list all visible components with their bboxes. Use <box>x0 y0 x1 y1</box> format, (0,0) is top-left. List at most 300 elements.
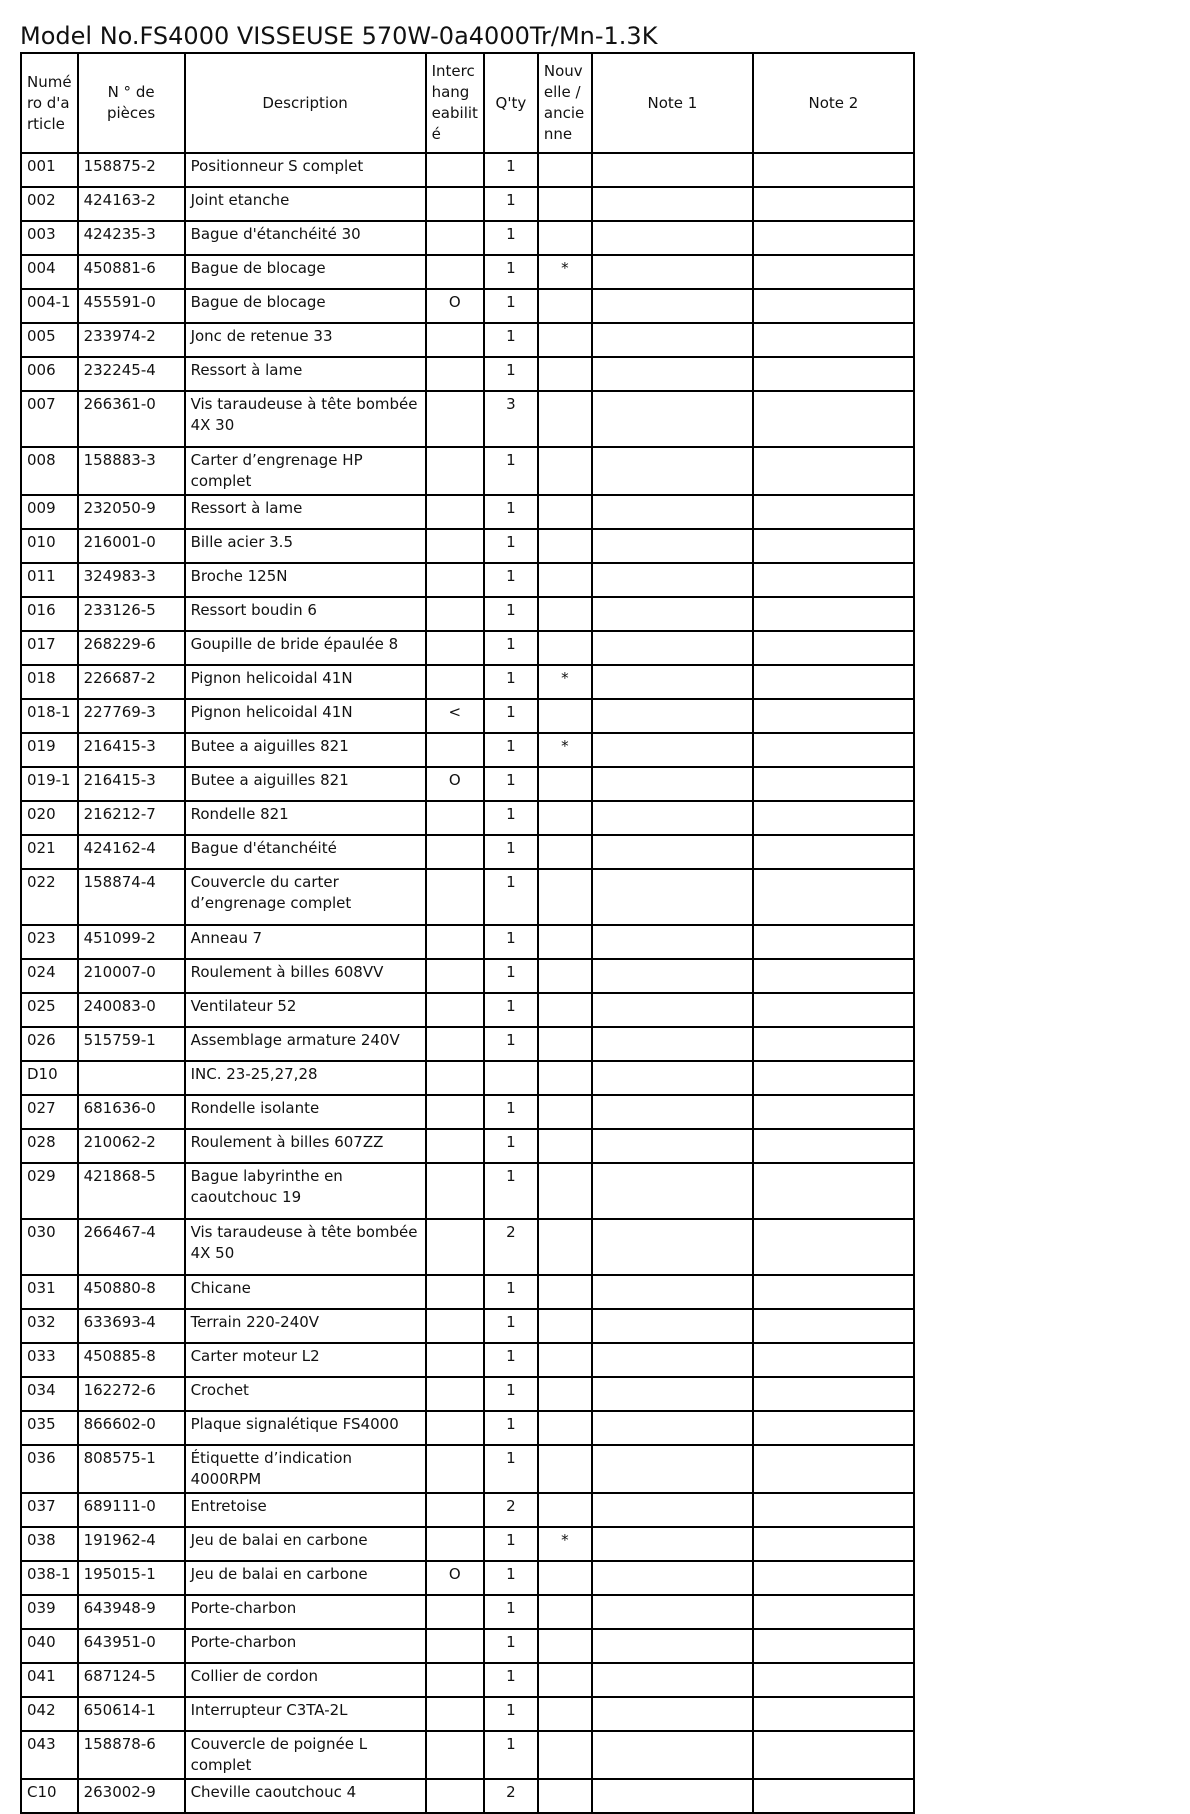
description-cell: Porte-charbon <box>185 1629 426 1663</box>
part-number-cell: 424162-4 <box>78 835 185 869</box>
quantity-cell: 1 <box>484 255 538 289</box>
description-cell: Entretoise <box>185 1493 426 1527</box>
item-number-cell: 032 <box>21 1309 78 1343</box>
quantity-cell: 2 <box>484 1493 538 1527</box>
quantity-cell: 1 <box>484 1343 538 1377</box>
table-row <box>21 255 914 289</box>
interchangeability-cell: O <box>426 1561 484 1595</box>
item-number-cell: 018 <box>21 665 78 699</box>
note-1-cell <box>592 631 753 665</box>
item-number-cell: 024 <box>21 959 78 993</box>
item-number-cell: 020 <box>21 801 78 835</box>
new-old-cell <box>538 447 592 495</box>
table-row <box>21 563 914 597</box>
description-cell: Bague labyrinthe en caoutchouc 19 <box>185 1163 426 1219</box>
table-row <box>21 391 914 447</box>
item-number-cell: 016 <box>21 597 78 631</box>
header-row <box>21 53 914 153</box>
note-1-cell <box>592 801 753 835</box>
part-number-cell: 216212-7 <box>78 801 185 835</box>
part-number-cell: 515759-1 <box>78 1027 185 1061</box>
interchangeability-cell <box>426 1095 484 1129</box>
description-cell: INC. 23-25,27,28 <box>185 1061 426 1095</box>
table-row <box>21 869 914 925</box>
interchangeability-cell <box>426 959 484 993</box>
item-number-cell: 027 <box>21 1095 78 1129</box>
parts-table <box>20 52 915 1814</box>
new-old-cell <box>538 1095 592 1129</box>
note-2-cell <box>753 495 914 529</box>
description-cell: Jeu de balai en carbone <box>185 1527 426 1561</box>
item-number-cell: 028 <box>21 1129 78 1163</box>
item-number-cell: 036 <box>21 1445 78 1493</box>
header-note-1: Note 1 <box>592 53 753 153</box>
description-cell: Étiquette d’indication 4000RPM <box>185 1445 426 1493</box>
item-number-cell: 021 <box>21 835 78 869</box>
quantity-cell <box>484 1061 538 1095</box>
table-row <box>21 447 914 495</box>
quantity-cell: 1 <box>484 323 538 357</box>
interchangeability-cell: < <box>426 699 484 733</box>
note-2-cell <box>753 665 914 699</box>
new-old-cell <box>538 1163 592 1219</box>
note-2-cell <box>753 1129 914 1163</box>
note-2-cell <box>753 323 914 357</box>
table-row <box>21 1411 914 1445</box>
new-old-cell <box>538 529 592 563</box>
interchangeability-cell <box>426 187 484 221</box>
table-row <box>21 631 914 665</box>
new-old-cell <box>538 959 592 993</box>
description-cell: Positionneur S complet <box>185 153 426 187</box>
note-2-cell <box>753 1697 914 1731</box>
new-old-cell: * <box>538 255 592 289</box>
interchangeability-cell <box>426 801 484 835</box>
interchangeability-cell <box>426 529 484 563</box>
item-number-cell: 018-1 <box>21 699 78 733</box>
description-cell: Bague d'étanchéité <box>185 835 426 869</box>
interchangeability-cell <box>426 563 484 597</box>
interchangeability-cell <box>426 631 484 665</box>
quantity-cell: 1 <box>484 767 538 801</box>
quantity-cell: 1 <box>484 993 538 1027</box>
interchangeability-cell <box>426 1411 484 1445</box>
interchangeability-cell <box>426 597 484 631</box>
header-new-old: Nouv elle / ancie nne <box>538 53 592 153</box>
table-row <box>21 1595 914 1629</box>
interchangeability-cell: O <box>426 767 484 801</box>
item-number-cell: 010 <box>21 529 78 563</box>
part-number-cell: 808575-1 <box>78 1445 185 1493</box>
new-old-cell <box>538 289 592 323</box>
part-number-cell: 866602-0 <box>78 1411 185 1445</box>
note-2-cell <box>753 801 914 835</box>
note-1-cell <box>592 1663 753 1697</box>
description-cell: Ventilateur 52 <box>185 993 426 1027</box>
interchangeability-cell <box>426 1027 484 1061</box>
interchangeability-cell <box>426 1493 484 1527</box>
new-old-cell <box>538 993 592 1027</box>
table-row <box>21 767 914 801</box>
interchangeability-cell <box>426 1343 484 1377</box>
note-2-cell <box>753 563 914 597</box>
note-2-cell <box>753 1561 914 1595</box>
item-number-cell: 043 <box>21 1731 78 1779</box>
new-old-cell <box>538 1377 592 1411</box>
description-cell: Roulement à billes 608VV <box>185 959 426 993</box>
new-old-cell <box>538 357 592 391</box>
note-2-cell <box>753 1095 914 1129</box>
description-cell: Ressort boudin 6 <box>185 597 426 631</box>
description-cell: Bille acier 3.5 <box>185 529 426 563</box>
note-1-cell <box>592 1697 753 1731</box>
note-2-cell <box>753 221 914 255</box>
item-number-cell: 022 <box>21 869 78 925</box>
item-number-cell: 041 <box>21 1663 78 1697</box>
note-1-cell <box>592 597 753 631</box>
quantity-cell: 1 <box>484 1095 538 1129</box>
interchangeability-cell <box>426 869 484 925</box>
table-row <box>21 835 914 869</box>
new-old-cell <box>538 153 592 187</box>
note-1-cell <box>592 255 753 289</box>
item-number-cell: 034 <box>21 1377 78 1411</box>
table-row <box>21 1697 914 1731</box>
part-number-cell: 195015-1 <box>78 1561 185 1595</box>
table-row <box>21 1493 914 1527</box>
part-number-cell: 643951-0 <box>78 1629 185 1663</box>
description-cell: Ressort à lame <box>185 495 426 529</box>
table-row <box>21 357 914 391</box>
part-number-cell: 266467-4 <box>78 1219 185 1275</box>
quantity-cell: 1 <box>484 597 538 631</box>
quantity-cell: 1 <box>484 1527 538 1561</box>
table-row <box>21 1163 914 1219</box>
new-old-cell <box>538 801 592 835</box>
note-1-cell <box>592 1309 753 1343</box>
new-old-cell <box>538 869 592 925</box>
item-number-cell: 001 <box>21 153 78 187</box>
new-old-cell <box>538 221 592 255</box>
table-row <box>21 1219 914 1275</box>
note-1-cell <box>592 289 753 323</box>
quantity-cell: 1 <box>484 447 538 495</box>
note-2-cell <box>753 699 914 733</box>
note-1-cell <box>592 1129 753 1163</box>
quantity-cell: 1 <box>484 1595 538 1629</box>
new-old-cell <box>538 1697 592 1731</box>
item-number-cell: 019 <box>21 733 78 767</box>
table-row <box>21 1629 914 1663</box>
description-cell: Vis taraudeuse à tête bombée 4X 50 <box>185 1219 426 1275</box>
part-number-cell: 266361-0 <box>78 391 185 447</box>
interchangeability-cell <box>426 447 484 495</box>
new-old-cell <box>538 563 592 597</box>
table-row <box>21 1309 914 1343</box>
description-cell: Jeu de balai en carbone <box>185 1561 426 1595</box>
description-cell: Butee a aiguilles 821 <box>185 733 426 767</box>
part-number-cell: 226687-2 <box>78 665 185 699</box>
part-number-cell: 268229-6 <box>78 631 185 665</box>
description-cell: Pignon helicoidal 41N <box>185 699 426 733</box>
note-1-cell <box>592 153 753 187</box>
item-number-cell: 002 <box>21 187 78 221</box>
interchangeability-cell <box>426 1697 484 1731</box>
description-cell: Collier de cordon <box>185 1663 426 1697</box>
part-number-cell: 687124-5 <box>78 1663 185 1697</box>
new-old-cell <box>538 925 592 959</box>
interchangeability-cell <box>426 357 484 391</box>
description-cell: Jonc de retenue 33 <box>185 323 426 357</box>
interchangeability-cell <box>426 1527 484 1561</box>
item-number-cell: 031 <box>21 1275 78 1309</box>
new-old-cell <box>538 631 592 665</box>
note-1-cell <box>592 563 753 597</box>
header-description: Description <box>185 53 426 153</box>
new-old-cell <box>538 1027 592 1061</box>
table-row <box>21 323 914 357</box>
item-number-cell: 005 <box>21 323 78 357</box>
table-row <box>21 1561 914 1595</box>
note-2-cell <box>753 1377 914 1411</box>
part-number-cell: 233974-2 <box>78 323 185 357</box>
description-cell: Joint etanche <box>185 187 426 221</box>
description-cell: Bague de blocage <box>185 289 426 323</box>
description-cell: Pignon helicoidal 41N <box>185 665 426 699</box>
item-number-cell: 033 <box>21 1343 78 1377</box>
note-1-cell <box>592 1411 753 1445</box>
note-1-cell <box>592 869 753 925</box>
description-cell: Chicane <box>185 1275 426 1309</box>
interchangeability-cell <box>426 1219 484 1275</box>
item-number-cell: 017 <box>21 631 78 665</box>
quantity-cell: 1 <box>484 495 538 529</box>
part-number-cell: 424235-3 <box>78 221 185 255</box>
note-2-cell <box>753 1731 914 1779</box>
item-number-cell: 038-1 <box>21 1561 78 1595</box>
interchangeability-cell <box>426 1445 484 1493</box>
note-2-cell <box>753 733 914 767</box>
part-number-cell: 689111-0 <box>78 1493 185 1527</box>
part-number-cell: 643948-9 <box>78 1595 185 1629</box>
description-cell: Anneau 7 <box>185 925 426 959</box>
quantity-cell: 1 <box>484 1275 538 1309</box>
description-cell: Porte-charbon <box>185 1595 426 1629</box>
quantity-cell: 1 <box>484 357 538 391</box>
note-2-cell <box>753 1595 914 1629</box>
quantity-cell: 1 <box>484 153 538 187</box>
interchangeability-cell <box>426 323 484 357</box>
new-old-cell <box>538 1595 592 1629</box>
note-2-cell <box>753 835 914 869</box>
part-number-cell: 633693-4 <box>78 1309 185 1343</box>
item-number-cell: 003 <box>21 221 78 255</box>
table-row <box>21 289 914 323</box>
table-row <box>21 153 914 187</box>
part-number-cell <box>78 1061 185 1095</box>
item-number-cell: 042 <box>21 1697 78 1731</box>
quantity-cell: 1 <box>484 835 538 869</box>
part-number-cell: 450880-8 <box>78 1275 185 1309</box>
interchangeability-cell: O <box>426 289 484 323</box>
item-number-cell: 009 <box>21 495 78 529</box>
description-cell: Goupille de bride épaulée 8 <box>185 631 426 665</box>
note-1-cell <box>592 733 753 767</box>
table-row <box>21 1095 914 1129</box>
new-old-cell <box>538 597 592 631</box>
item-number-cell: 006 <box>21 357 78 391</box>
new-old-cell <box>538 1129 592 1163</box>
quantity-cell: 1 <box>484 529 538 563</box>
part-number-cell: 324983-3 <box>78 563 185 597</box>
note-2-cell <box>753 869 914 925</box>
description-cell: Broche 125N <box>185 563 426 597</box>
note-1-cell <box>592 1779 753 1813</box>
note-1-cell <box>592 495 753 529</box>
table-row <box>21 1527 914 1561</box>
quantity-cell: 1 <box>484 221 538 255</box>
new-old-cell <box>538 1731 592 1779</box>
table-row <box>21 993 914 1027</box>
note-1-cell <box>592 357 753 391</box>
table-row <box>21 597 914 631</box>
new-old-cell <box>538 1343 592 1377</box>
note-2-cell <box>753 597 914 631</box>
quantity-cell: 1 <box>484 665 538 699</box>
table-row <box>21 699 914 733</box>
table-row <box>21 1343 914 1377</box>
quantity-cell: 3 <box>484 391 538 447</box>
quantity-cell: 1 <box>484 631 538 665</box>
item-number-cell: 008 <box>21 447 78 495</box>
note-2-cell <box>753 1779 914 1813</box>
note-2-cell <box>753 289 914 323</box>
header-item-number: Numé ro d'a rticle <box>21 53 78 153</box>
interchangeability-cell <box>426 925 484 959</box>
item-number-cell: 040 <box>21 1629 78 1663</box>
note-2-cell <box>753 1275 914 1309</box>
note-1-cell <box>592 1445 753 1493</box>
part-number-cell: 232050-9 <box>78 495 185 529</box>
quantity-cell: 2 <box>484 1219 538 1275</box>
note-1-cell <box>592 1595 753 1629</box>
note-1-cell <box>592 529 753 563</box>
table-row <box>21 1129 914 1163</box>
part-number-cell: 158874-4 <box>78 869 185 925</box>
note-2-cell <box>753 1343 914 1377</box>
table-row <box>21 1275 914 1309</box>
new-old-cell <box>538 1493 592 1527</box>
interchangeability-cell <box>426 255 484 289</box>
item-number-cell: 026 <box>21 1027 78 1061</box>
part-number-cell: 455591-0 <box>78 289 185 323</box>
interchangeability-cell <box>426 1061 484 1095</box>
note-2-cell <box>753 1027 914 1061</box>
note-2-cell <box>753 529 914 563</box>
description-cell: Vis taraudeuse à tête bombée 4X 30 <box>185 391 426 447</box>
interchangeability-cell <box>426 495 484 529</box>
note-1-cell <box>592 221 753 255</box>
description-cell: Assemblage armature 240V <box>185 1027 426 1061</box>
new-old-cell: * <box>538 1527 592 1561</box>
note-2-cell <box>753 1527 914 1561</box>
item-number-cell: 011 <box>21 563 78 597</box>
interchangeability-cell <box>426 1779 484 1813</box>
note-2-cell <box>753 1163 914 1219</box>
new-old-cell <box>538 1219 592 1275</box>
note-1-cell <box>592 1061 753 1095</box>
description-cell: Terrain 220-240V <box>185 1309 426 1343</box>
note-2-cell <box>753 1309 914 1343</box>
interchangeability-cell <box>426 1595 484 1629</box>
part-number-cell: 216415-3 <box>78 767 185 801</box>
interchangeability-cell <box>426 1629 484 1663</box>
note-1-cell <box>592 1095 753 1129</box>
quantity-cell: 1 <box>484 1163 538 1219</box>
item-number-cell: 035 <box>21 1411 78 1445</box>
interchangeability-cell <box>426 1129 484 1163</box>
quantity-cell: 1 <box>484 1309 538 1343</box>
note-2-cell <box>753 1445 914 1493</box>
part-number-cell: 424163-2 <box>78 187 185 221</box>
table-row <box>21 1027 914 1061</box>
part-number-cell: 162272-6 <box>78 1377 185 1411</box>
note-1-cell <box>592 699 753 733</box>
new-old-cell: * <box>538 665 592 699</box>
note-2-cell <box>753 1411 914 1445</box>
note-2-cell <box>753 631 914 665</box>
new-old-cell <box>538 767 592 801</box>
table-row <box>21 187 914 221</box>
quantity-cell: 1 <box>484 1129 538 1163</box>
table-row <box>21 221 914 255</box>
item-number-cell: 025 <box>21 993 78 1027</box>
note-2-cell <box>753 959 914 993</box>
quantity-cell: 2 <box>484 1779 538 1813</box>
part-number-cell: 227769-3 <box>78 699 185 733</box>
new-old-cell <box>538 699 592 733</box>
note-1-cell <box>592 1731 753 1779</box>
table-row <box>21 665 914 699</box>
part-number-cell: 650614-1 <box>78 1697 185 1731</box>
interchangeability-cell <box>426 1309 484 1343</box>
table-row <box>21 1779 914 1813</box>
interchangeability-cell <box>426 1663 484 1697</box>
header-part-number: N ° de pièces <box>78 53 185 153</box>
table-row <box>21 733 914 767</box>
interchangeability-cell <box>426 993 484 1027</box>
description-cell: Couvercle du carter d’engrenage complet <box>185 869 426 925</box>
new-old-cell <box>538 1663 592 1697</box>
note-1-cell <box>592 1343 753 1377</box>
table-row <box>21 529 914 563</box>
page-title: Model No.FS4000 VISSEUSE 570W-0a4000Tr/Mn-1.3K <box>20 22 658 50</box>
quantity-cell: 1 <box>484 699 538 733</box>
item-number-cell: 019-1 <box>21 767 78 801</box>
new-old-cell <box>538 1061 592 1095</box>
part-number-cell: 158875-2 <box>78 153 185 187</box>
table-row <box>21 925 914 959</box>
interchangeability-cell <box>426 1377 484 1411</box>
note-1-cell <box>592 993 753 1027</box>
quantity-cell: 1 <box>484 801 538 835</box>
description-cell: Ressort à lame <box>185 357 426 391</box>
new-old-cell: * <box>538 733 592 767</box>
note-1-cell <box>592 1629 753 1663</box>
description-cell: Interrupteur C3TA-2L <box>185 1697 426 1731</box>
item-number-cell: 007 <box>21 391 78 447</box>
note-2-cell <box>753 187 914 221</box>
